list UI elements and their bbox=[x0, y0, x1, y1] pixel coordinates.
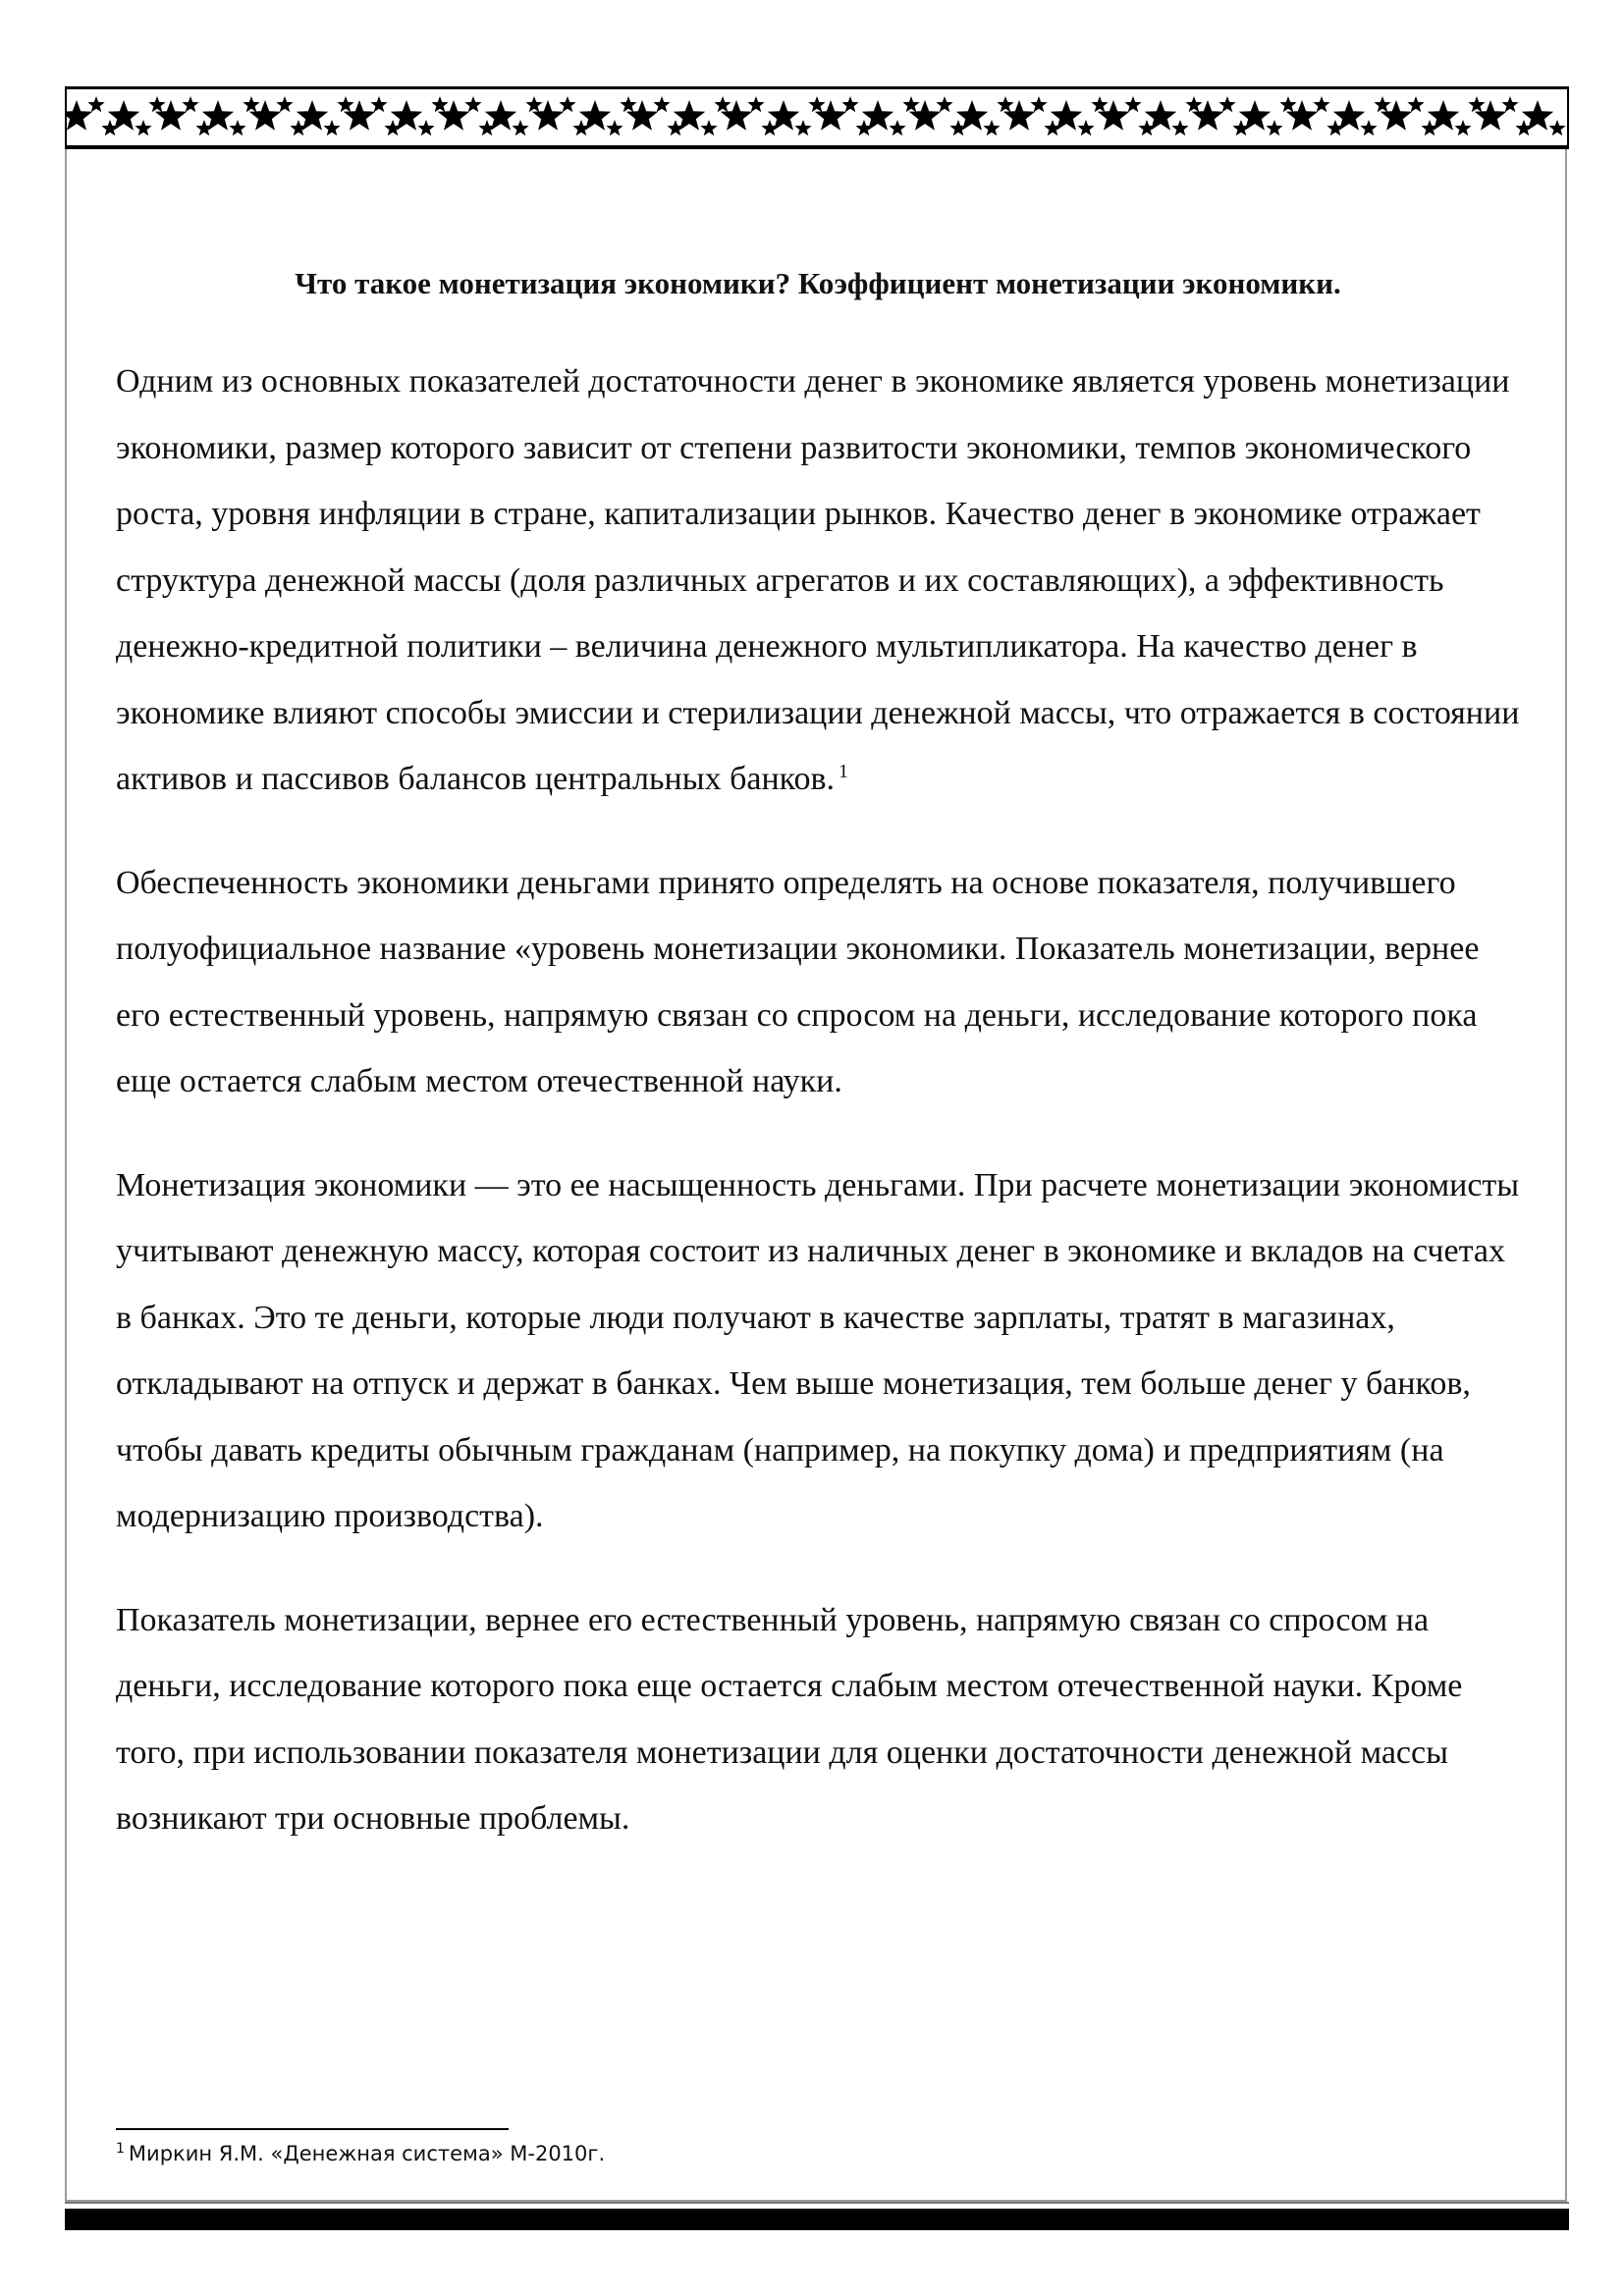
star-icon bbox=[997, 96, 1013, 112]
star-icon bbox=[1407, 96, 1424, 112]
star-icon bbox=[243, 96, 259, 112]
paragraph-1 bbox=[116, 348, 1520, 813]
star-icon bbox=[1501, 96, 1518, 112]
star-icon bbox=[1185, 96, 1202, 112]
star-icon bbox=[323, 120, 340, 135]
star-border-ornament bbox=[65, 86, 1569, 149]
footnote-reference[interactable]: 1 bbox=[839, 760, 848, 782]
star-icon bbox=[841, 96, 858, 112]
footnote-marker: 1 bbox=[116, 2141, 125, 2157]
star-icon bbox=[1030, 96, 1047, 112]
paragraph-2: Обеспеченность экономики деньгами принято определять на основе показателя, получившего полуофициальное название «уровень монетизации экономики. Показатель монетизации, вернее его естественный уровень, напрямую связан со спросом на деньги, исследование которого пока еще остается слабым местом отечественной науки. bbox=[116, 864, 1480, 1100]
footnote bbox=[116, 2140, 605, 2167]
star-icon bbox=[135, 120, 151, 135]
star-icon bbox=[1279, 96, 1296, 112]
bottom-thick-bar bbox=[65, 2209, 1569, 2230]
paragraph-3: Монетизация экономики — это ее насыщенность деньгами. При расчете монетизации экономисты учитывают денежную массу, которая состоит из наличных денег в экономике и вкладов на счетах в банках. Это те деньги, которые люди получают в качестве зарплаты, тратят в магазинах, откладывают на отпуск и держат в банках. Чем выше монетизация, тем больше денег у банков, чтобы давать кредиты обычным гражданам (например, на покупку дома) и предприятиям (на модернизацию производства). bbox=[116, 1166, 1520, 1535]
star-icon bbox=[417, 120, 434, 135]
star-icon bbox=[512, 120, 528, 135]
star-icon bbox=[1468, 96, 1485, 112]
star-icon bbox=[1313, 96, 1329, 112]
star-icon bbox=[67, 100, 92, 131]
page-title: Что такое монетизация экономики? Коэффициент монетизации экономики. bbox=[295, 266, 1341, 300]
star-icon bbox=[229, 120, 245, 135]
star-icon bbox=[606, 120, 623, 135]
star-icon bbox=[808, 96, 825, 112]
star-icon bbox=[370, 96, 387, 112]
star-icon bbox=[620, 96, 636, 112]
bottom-border bbox=[65, 2202, 1569, 2230]
star-icon bbox=[87, 96, 104, 112]
star-icon bbox=[1266, 120, 1282, 135]
paragraph-1-text: Одним из основных показателей достаточности денег в экономике является уровень монетизации экономики, размер которого зависит от степени развитости экономики, темпов экономического роста, уровня инфляции в стране, капитализации рынков. Качество денег в экономике отражает структура денежной массы (доля различных агрегатов и их составляющих), а эффективность денежно-кредитной политики – величина денежного мультипликатора. На качество денег в экономике влияют способы эмиссии и стерилизации денежной массы, что отражается в состоянии активов и пассивов балансов центральных банков. bbox=[116, 363, 1520, 798]
star-icon bbox=[794, 120, 811, 135]
stars-icon bbox=[67, 89, 1567, 145]
star-icon bbox=[464, 96, 481, 112]
star-icon bbox=[653, 96, 670, 112]
star-icon bbox=[1171, 120, 1188, 135]
paragraph-4: Показатель монетизации, вернее его естественный уровень, напрямую связан со спросом на деньги, исследование которого пока еще остается слабым местом отечественной науки. Кроме того, при использовании показателя монетизации для оценки достаточности денежной массы возникают три основные проблемы. bbox=[116, 1601, 1463, 1838]
star-icon bbox=[1374, 96, 1390, 112]
star-icon bbox=[148, 96, 165, 112]
star-icon bbox=[700, 120, 717, 135]
star-icon bbox=[747, 96, 764, 112]
star-icon bbox=[889, 120, 905, 135]
star-icon bbox=[1360, 120, 1377, 135]
document-body bbox=[116, 265, 1520, 1890]
star-icon bbox=[1218, 96, 1235, 112]
star-icon bbox=[337, 96, 353, 112]
star-icon bbox=[276, 96, 293, 112]
star-icon bbox=[182, 96, 198, 112]
star-icon bbox=[1454, 120, 1471, 135]
star-icon bbox=[936, 96, 952, 112]
star-icon bbox=[525, 96, 542, 112]
footnote-separator bbox=[116, 2128, 509, 2130]
footnote-text: Миркин Я.М. «Денежная система» М-2010г. bbox=[128, 2142, 606, 2165]
star-icon bbox=[559, 96, 575, 112]
star-icon bbox=[1091, 96, 1108, 112]
star-icon bbox=[714, 96, 731, 112]
star-icon bbox=[1124, 96, 1141, 112]
star-icon bbox=[431, 96, 448, 112]
star-icon bbox=[1077, 120, 1094, 135]
star-icon bbox=[1548, 120, 1565, 135]
star-icon bbox=[902, 96, 919, 112]
bottom-thin-line bbox=[65, 2202, 1569, 2204]
star-icon bbox=[983, 120, 1000, 135]
